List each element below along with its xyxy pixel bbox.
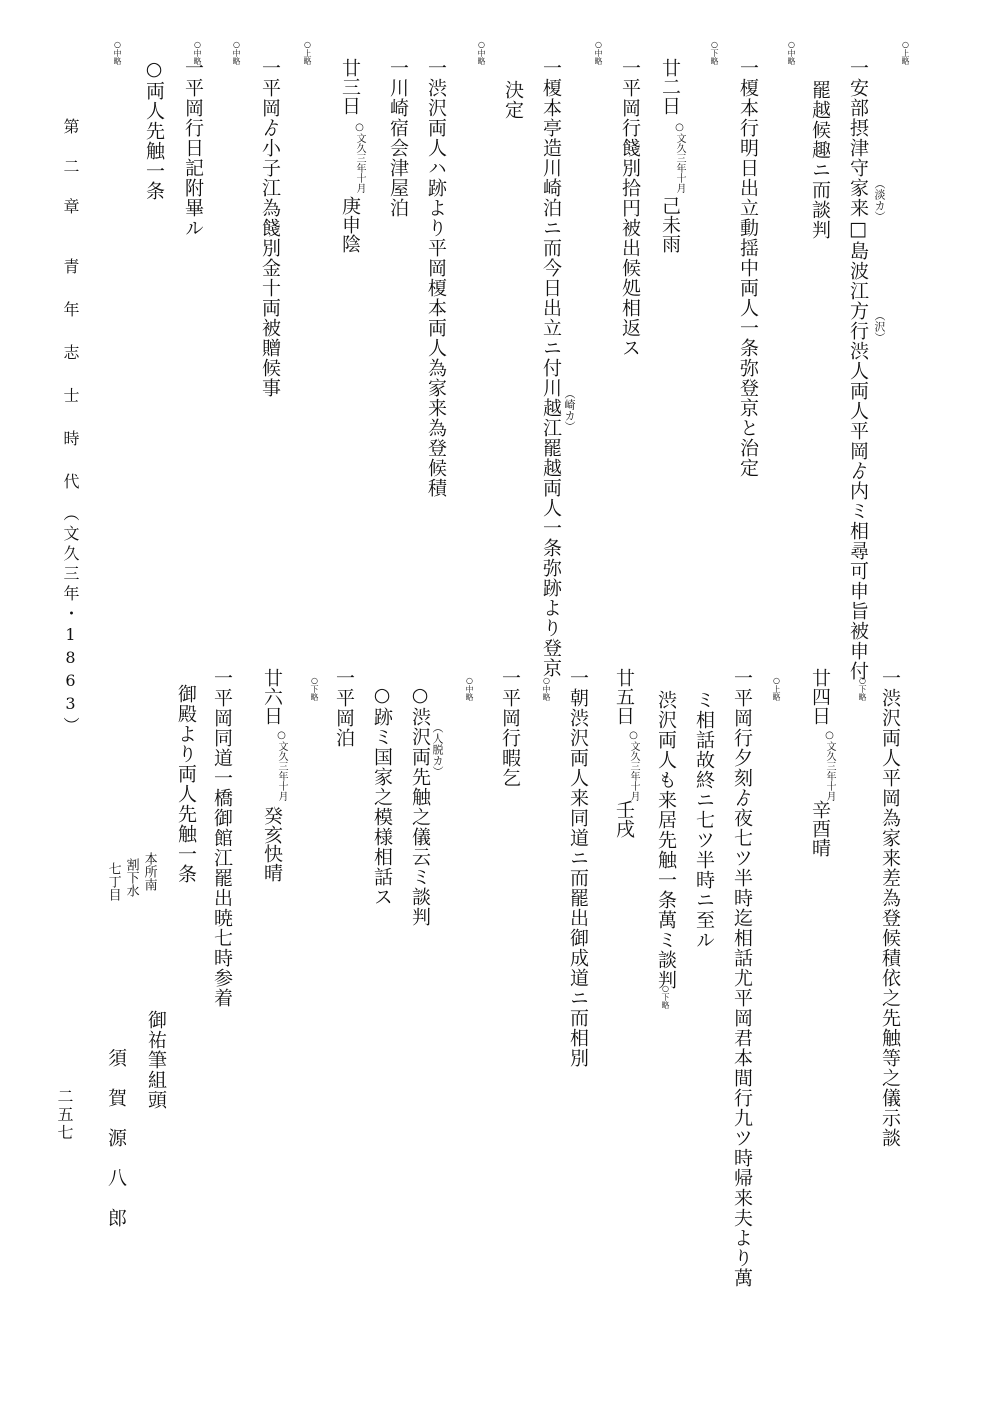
era-note: ○文久三年十月 (674, 122, 685, 193)
omission-mark: ○中略 (113, 40, 122, 65)
text-column: 決定 (502, 80, 524, 120)
omission-mark: ○中略 (232, 40, 241, 65)
weather-note: 庚申陰 (339, 196, 361, 253)
omission-mark: ○下略 (710, 40, 719, 65)
omission-mark: ○中略 (787, 40, 796, 65)
omission-mark: ○中略 (477, 40, 486, 65)
omission-mark: ○上略 (303, 40, 312, 65)
address-line: 割下水 (123, 858, 139, 897)
text-column: 一平岡行日記附畢ル (182, 58, 204, 238)
entry-date: 廿六日 (261, 668, 283, 725)
era-note: ○文久三年十月 (354, 122, 365, 193)
text-column: 一平岡泊 (333, 668, 355, 748)
text-column: 一平岡行暇乞 (499, 668, 521, 788)
era-note: ○文久三年十月 (276, 730, 287, 801)
entry-date: 廿四日 (809, 668, 831, 725)
text-column: ミ相話故終ニ七ツ半時ニ至ル (693, 690, 715, 950)
text-column: 罷越候趣ニ而談判 (809, 80, 831, 240)
annotation-note: （沢） (873, 310, 886, 343)
era-note: ○文久三年十月 (824, 730, 835, 801)
text-column: 一安部摂津守家来□島波江方行渋人両人平岡ゟ内ミ相尋可申旨被申付 (847, 58, 869, 681)
annotation-note: （淡カ） (873, 178, 886, 222)
omission-mark: ○下略 (310, 676, 319, 701)
text-column: ○両人先触一条 (143, 58, 165, 201)
weather-note: 壬戌 (613, 800, 635, 838)
address-line: 本所南 (141, 852, 157, 891)
text-column: 一平岡ゟ小子江為餞別金十両被贈候事 (259, 58, 281, 398)
entry-date: 廿三日 (339, 58, 361, 115)
omission-mark: ○上略 (901, 40, 910, 65)
weather-note: 己未雨 (659, 196, 681, 253)
text-column: 御殿より両人先触一条 (175, 684, 197, 884)
address-line: 七丁目 (105, 862, 121, 901)
omission-mark: ○中略 (193, 40, 202, 65)
text-column: 渋沢両人も来居先触一条萬ミ談判 (655, 690, 677, 990)
omission-mark: ○中略 (465, 676, 474, 701)
omission-mark: ○上略 (772, 676, 781, 701)
annotation-note: （人脱カ） (431, 722, 444, 777)
annotation-note: （崎カ） (563, 388, 576, 432)
chapter-header: 第 二 章 青 年 志 士 時 代 （文久三年・1863） (61, 118, 80, 737)
omission-mark: ○下略 (858, 676, 867, 701)
omission-mark: ○中略 (542, 676, 551, 701)
text-column: 一榎本行明日出立動揺中両人一条弥登京と治定 (737, 58, 759, 478)
text-column: 一平岡行夕刻ゟ夜七ツ半時迄相話尤平岡君本間行九ツ時帰来夫より萬 (731, 668, 753, 1288)
text-column: 一川崎宿会津屋泊 (387, 58, 409, 218)
omission-mark: ○下略 (661, 984, 670, 1009)
text-column: ○跡ミ国家之模様相話ス (371, 684, 393, 907)
entry-date: 廿五日 (613, 668, 635, 725)
text-column: 一渋沢両人ハ跡より平岡榎本両人為家来為登候積 (425, 58, 447, 498)
entry-date: 廿二日 (659, 58, 681, 115)
omission-mark: ○中略 (594, 40, 603, 65)
text-column: 一渋沢両人平岡為家来差為登候積依之先触等之儀示談 (879, 668, 901, 1148)
text-column: ○渋沢両先触之儀云ミ談判 (409, 684, 431, 927)
weather-note: 癸亥快晴 (261, 806, 283, 882)
text-column: 一榎本亭造川崎泊ニ而今日出立ニ付川越江罷越両人一条弥跡より登京 (540, 58, 562, 678)
signature-name: 須 賀 源 八 郎 (105, 1048, 127, 1228)
signature-title: 御祐筆組頭 (145, 1010, 167, 1110)
text-column: 一朝渋沢両人来同道ニ而罷出御成道ニ而相別 (567, 668, 589, 1068)
page-number: 二五七 (55, 1088, 74, 1142)
text-column: 一平岡同道一橋御館江罷出暁七時参着 (211, 668, 233, 1008)
weather-note: 辛酉晴 (809, 800, 831, 857)
era-note: ○文久三年十月 (628, 730, 639, 801)
text-column: 一平岡行餞別拾円被出候処相返ス (619, 58, 641, 358)
